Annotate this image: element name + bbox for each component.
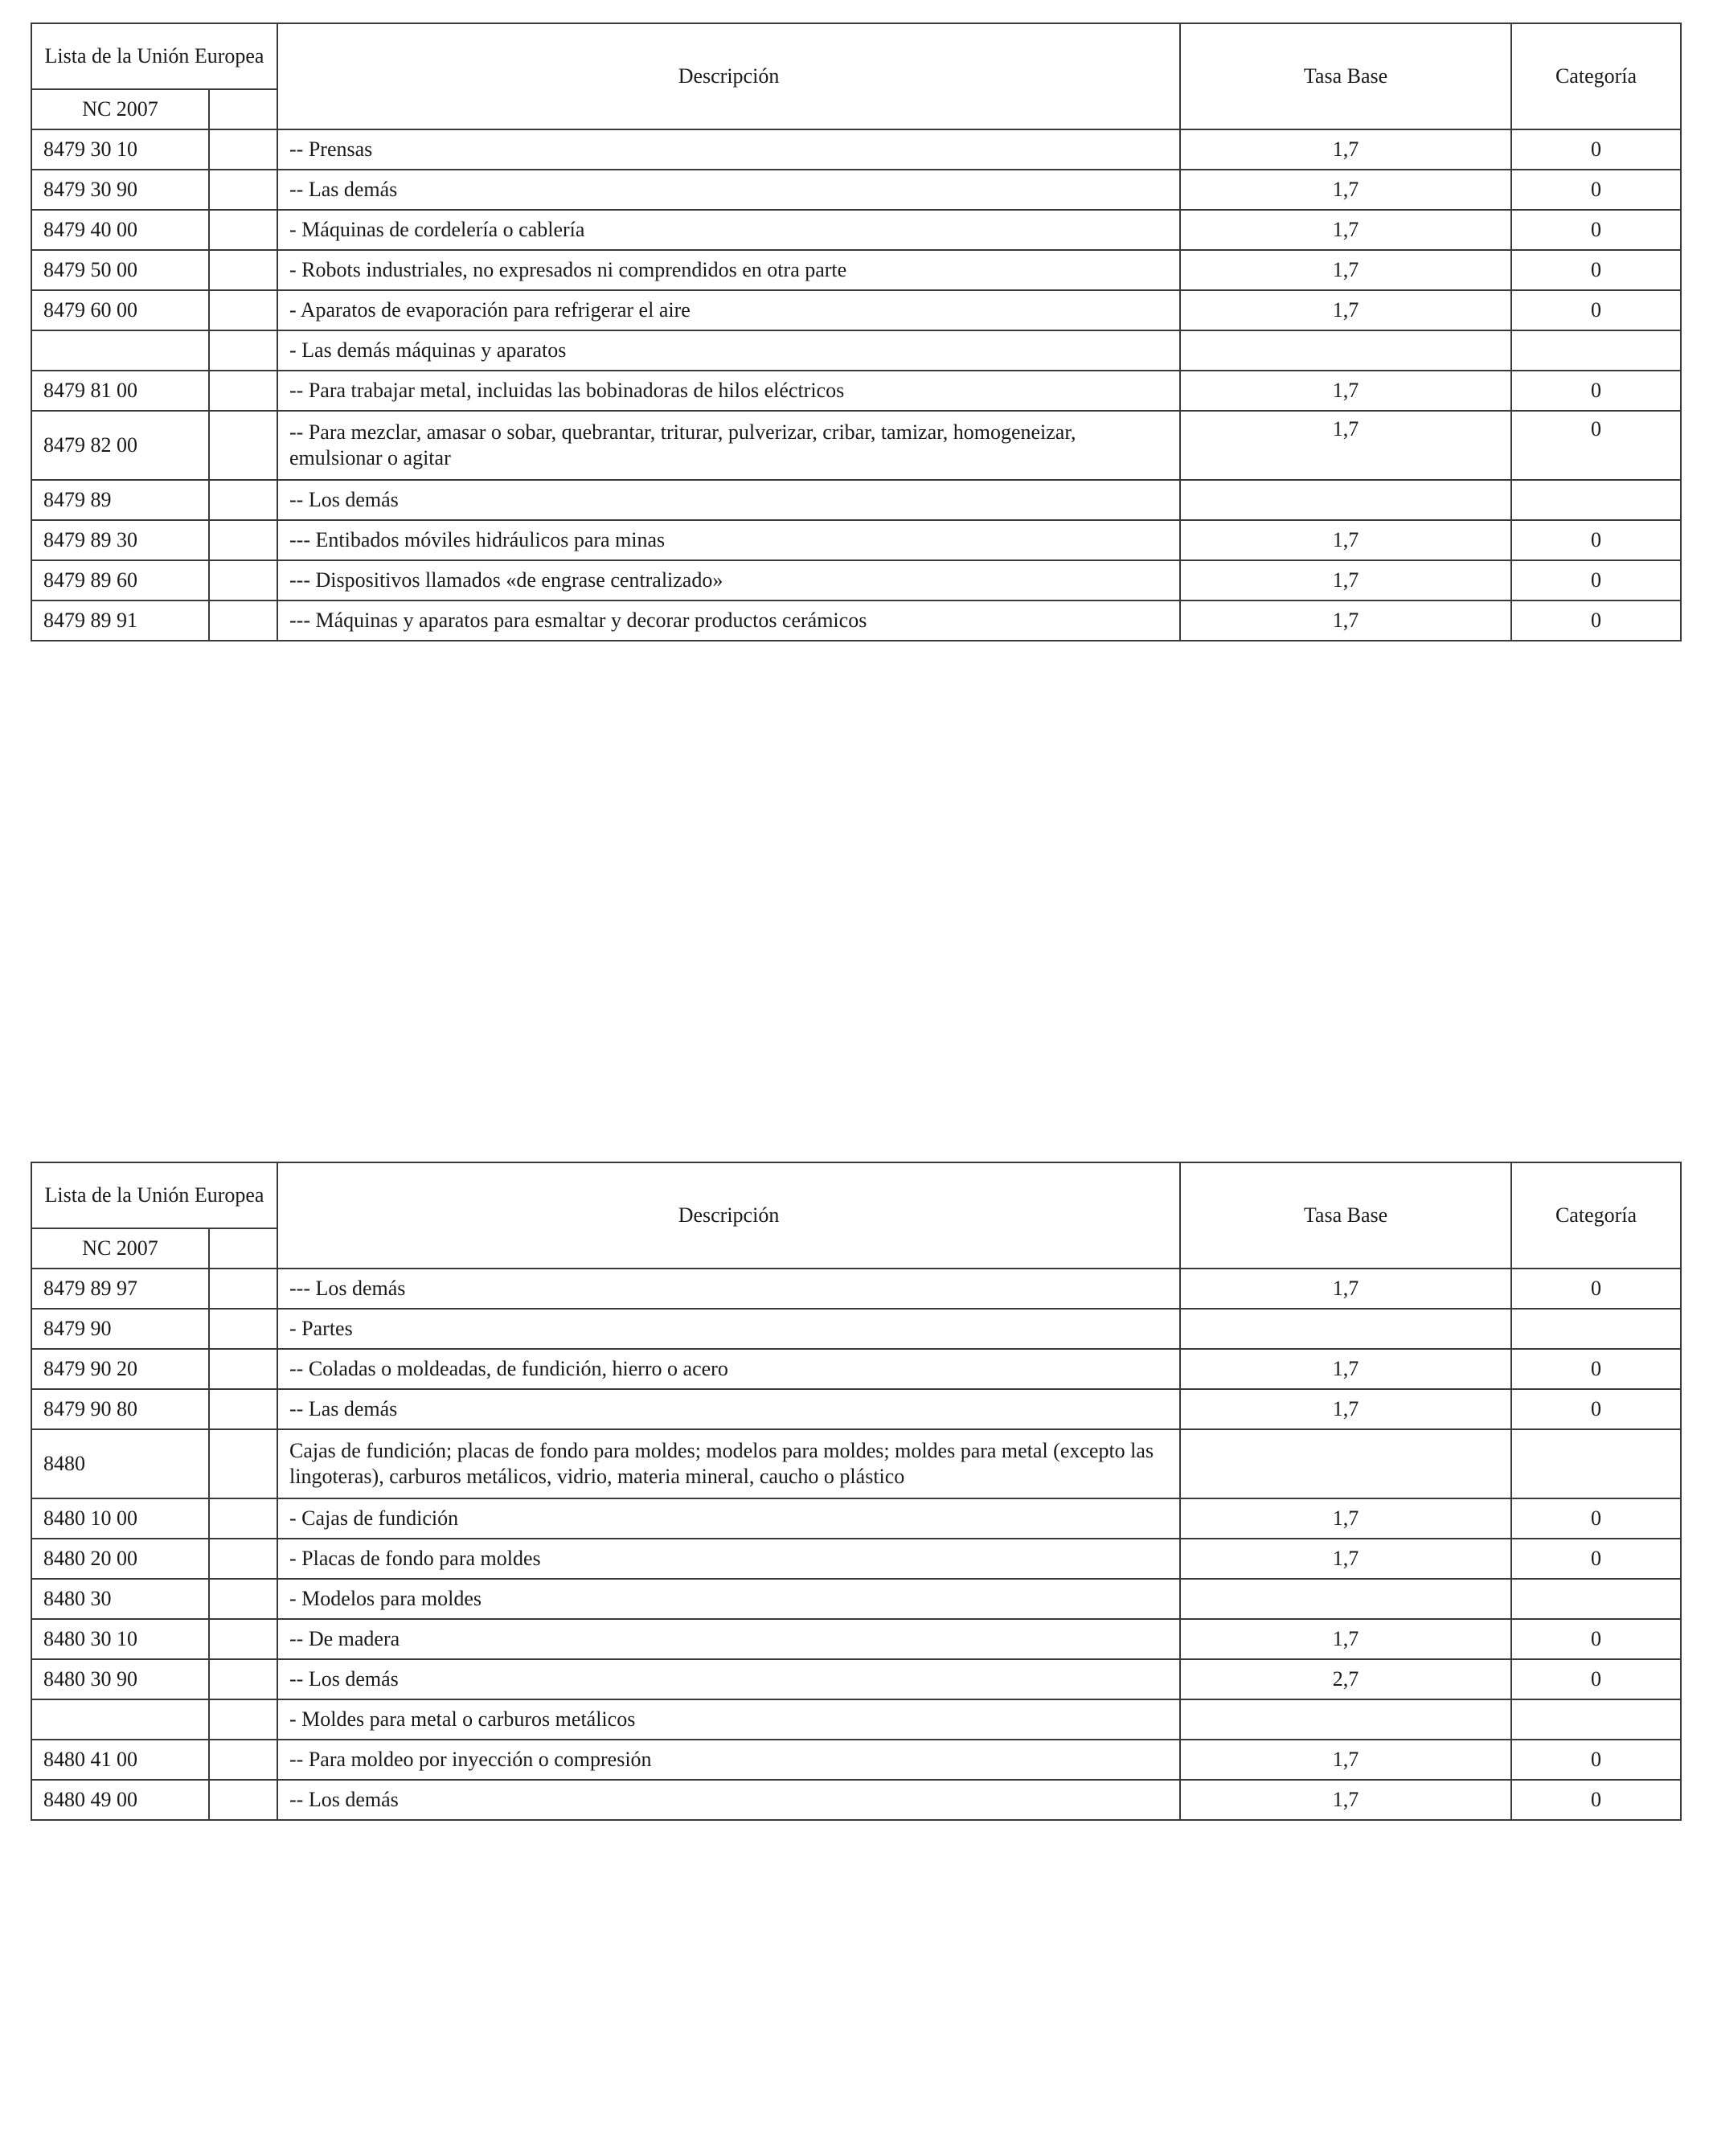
cell-code [31,330,209,371]
cell-category: 0 [1511,560,1681,600]
cell-code: 8480 30 10 [31,1619,209,1659]
cell-description: -- Los demás [277,480,1180,520]
cell-rate [1180,330,1511,371]
cell-rate: 1,7 [1180,290,1511,330]
cell-blank [209,1659,277,1699]
cell-code: 8479 90 [31,1309,209,1349]
cell-rate: 1,7 [1180,1269,1511,1309]
cell-code: 8480 [31,1429,209,1498]
cell-blank [209,1780,277,1820]
table-row [31,371,1681,411]
cell-description: -- Para moldeo por inyección o compresión [277,1740,1180,1780]
header-category: Categoría [1511,1162,1681,1269]
cell-rate: 1,7 [1180,1740,1511,1780]
cell-rate: 1,7 [1180,250,1511,290]
cell-code: 8479 60 00 [31,290,209,330]
cell-code: 8479 89 [31,480,209,520]
cell-code: 8479 89 97 [31,1269,209,1309]
cell-code: 8479 90 20 [31,1349,209,1389]
cell-description: -- Para mezclar, amasar o sobar, quebrantar, triturar, pulverizar, cribar, tamizar, homogeneizar, emulsionar o agitar [277,411,1180,480]
cell-blank [209,290,277,330]
table-row [31,480,1681,520]
cell-category: 0 [1511,170,1681,210]
table-row [31,250,1681,290]
header-eu-list: Lista de la Unión Europea [31,1162,277,1228]
cell-rate: 1,7 [1180,560,1511,600]
table-row [31,411,1681,480]
cell-rate: 1,7 [1180,411,1511,480]
cell-code: 8480 49 00 [31,1780,209,1820]
cell-category [1511,1579,1681,1619]
cell-blank [209,1740,277,1780]
cell-blank [209,411,277,480]
cell-rate [1180,1699,1511,1740]
cell-code [31,1699,209,1740]
cell-blank [209,1498,277,1539]
cell-rate: 1,7 [1180,1389,1511,1429]
cell-blank [209,1579,277,1619]
cell-blank [209,1309,277,1349]
cell-category: 0 [1511,129,1681,170]
cell-blank [209,480,277,520]
cell-category: 0 [1511,1349,1681,1389]
cell-description: - Robots industriales, no expresados ni comprendidos en otra parte [277,250,1180,290]
cell-category: 0 [1511,250,1681,290]
table-row [31,600,1681,641]
cell-description: Cajas de fundición; placas de fondo para moldes; modelos para moldes; moldes para metal (excepto las lingoteras), carburos metálicos, vidrio, materia mineral, caucho o plástico [277,1429,1180,1498]
header-description: Descripción [277,23,1180,129]
cell-code: 8480 10 00 [31,1498,209,1539]
cell-code: 8479 90 80 [31,1389,209,1429]
cell-blank [209,210,277,250]
cell-rate: 1,7 [1180,1619,1511,1659]
cell-category [1511,1429,1681,1498]
cell-blank [209,371,277,411]
table-row [31,1539,1681,1579]
cell-code: 8480 30 90 [31,1659,209,1699]
cell-rate [1180,1429,1511,1498]
cell-rate: 1,7 [1180,520,1511,560]
cell-category [1511,480,1681,520]
cell-blank [209,250,277,290]
cell-code: 8479 40 00 [31,210,209,250]
cell-category: 0 [1511,1780,1681,1820]
cell-category: 0 [1511,1659,1681,1699]
table-row [31,1619,1681,1659]
cell-rate: 1,7 [1180,1349,1511,1389]
cell-code: 8480 30 [31,1579,209,1619]
cell-blank [209,560,277,600]
cell-category: 0 [1511,210,1681,250]
table-row [31,1659,1681,1699]
header-description: Descripción [277,1162,1180,1269]
cell-rate: 1,7 [1180,1498,1511,1539]
cell-blank [209,600,277,641]
cell-category: 0 [1511,1619,1681,1659]
cell-rate: 2,7 [1180,1659,1511,1699]
cell-code: 8479 89 60 [31,560,209,600]
cell-code: 8479 30 90 [31,170,209,210]
cell-category: 0 [1511,1740,1681,1780]
cell-description: -- De madera [277,1619,1180,1659]
table-row [31,520,1681,560]
cell-category [1511,1309,1681,1349]
table-row [31,1389,1681,1429]
cell-description: -- Coladas o moldeadas, de fundición, hierro o acero [277,1349,1180,1389]
cell-blank [209,1429,277,1498]
cell-code: 8479 89 91 [31,600,209,641]
cell-category: 0 [1511,1269,1681,1309]
tariff-table-1 [31,23,1682,641]
header-base-rate: Tasa Base [1180,1162,1511,1269]
cell-description: - Aparatos de evaporación para refrigerar el aire [277,290,1180,330]
table-row [31,560,1681,600]
table-row [31,1269,1681,1309]
table-row [31,1699,1681,1740]
cell-blank [209,520,277,560]
cell-blank [209,1699,277,1740]
cell-code: 8479 82 00 [31,411,209,480]
cell-rate: 1,7 [1180,210,1511,250]
cell-rate [1180,1579,1511,1619]
table-row [31,129,1681,170]
cell-description: --- Máquinas y aparatos para esmaltar y decorar productos cerámicos [277,600,1180,641]
cell-description: - Moldes para metal o carburos metálicos [277,1699,1180,1740]
cell-rate: 1,7 [1180,170,1511,210]
cell-category: 0 [1511,1498,1681,1539]
cell-description: - Placas de fondo para moldes [277,1539,1180,1579]
cell-description: - Partes [277,1309,1180,1349]
cell-description: -- Las demás [277,170,1180,210]
cell-description: - Las demás máquinas y aparatos [277,330,1180,371]
cell-blank [209,170,277,210]
cell-rate: 1,7 [1180,1539,1511,1579]
header-nc-2007: NC 2007 [31,1228,209,1269]
cell-description: -- Para trabajar metal, incluidas las bobinadoras de hilos eléctricos [277,371,1180,411]
cell-description: --- Los demás [277,1269,1180,1309]
cell-rate: 1,7 [1180,1780,1511,1820]
cell-description: --- Entibados móviles hidráulicos para minas [277,520,1180,560]
header-base-rate: Tasa Base [1180,23,1511,129]
cell-blank [209,1389,277,1429]
cell-blank [209,1619,277,1659]
table-row [31,1740,1681,1780]
cell-blank [209,1539,277,1579]
cell-description: -- Las demás [277,1389,1180,1429]
header-eu-list: Lista de la Unión Europea [31,23,277,89]
cell-description: - Cajas de fundición [277,1498,1180,1539]
cell-blank [209,1269,277,1309]
cell-category [1511,330,1681,371]
cell-code: 8479 50 00 [31,250,209,290]
table-row [31,170,1681,210]
cell-code: 8479 89 30 [31,520,209,560]
cell-category [1511,1699,1681,1740]
cell-rate: 1,7 [1180,600,1511,641]
table-row [31,1579,1681,1619]
cell-description: - Modelos para moldes [277,1579,1180,1619]
cell-rate [1180,480,1511,520]
cell-code: 8479 81 00 [31,371,209,411]
table-row [31,1349,1681,1389]
cell-description: -- Prensas [277,129,1180,170]
cell-code: 8480 20 00 [31,1539,209,1579]
cell-rate: 1,7 [1180,371,1511,411]
cell-category: 0 [1511,600,1681,641]
table-row [31,330,1681,371]
header-category: Categoría [1511,23,1681,129]
cell-description: -- Los demás [277,1780,1180,1820]
cell-category: 0 [1511,1539,1681,1579]
cell-blank [209,1349,277,1389]
cell-category: 0 [1511,1389,1681,1429]
cell-rate: 1,7 [1180,129,1511,170]
table-row [31,210,1681,250]
cell-category: 0 [1511,520,1681,560]
cell-description: --- Dispositivos llamados «de engrase centralizado» [277,560,1180,600]
cell-category: 0 [1511,411,1681,480]
cell-code: 8480 41 00 [31,1740,209,1780]
cell-blank [209,129,277,170]
cell-description: -- Los demás [277,1659,1180,1699]
table-row [31,1429,1681,1498]
header-blank [209,1228,277,1269]
cell-rate [1180,1309,1511,1349]
header-blank [209,89,277,129]
cell-description: - Máquinas de cordelería o cablería [277,210,1180,250]
cell-category: 0 [1511,290,1681,330]
table-row [31,1309,1681,1349]
table-row [31,1780,1681,1820]
cell-code: 8479 30 10 [31,129,209,170]
cell-category: 0 [1511,371,1681,411]
table-row [31,1498,1681,1539]
header-nc-2007: NC 2007 [31,89,209,129]
tariff-table-2 [31,1162,1682,1821]
table-row [31,290,1681,330]
cell-blank [209,330,277,371]
